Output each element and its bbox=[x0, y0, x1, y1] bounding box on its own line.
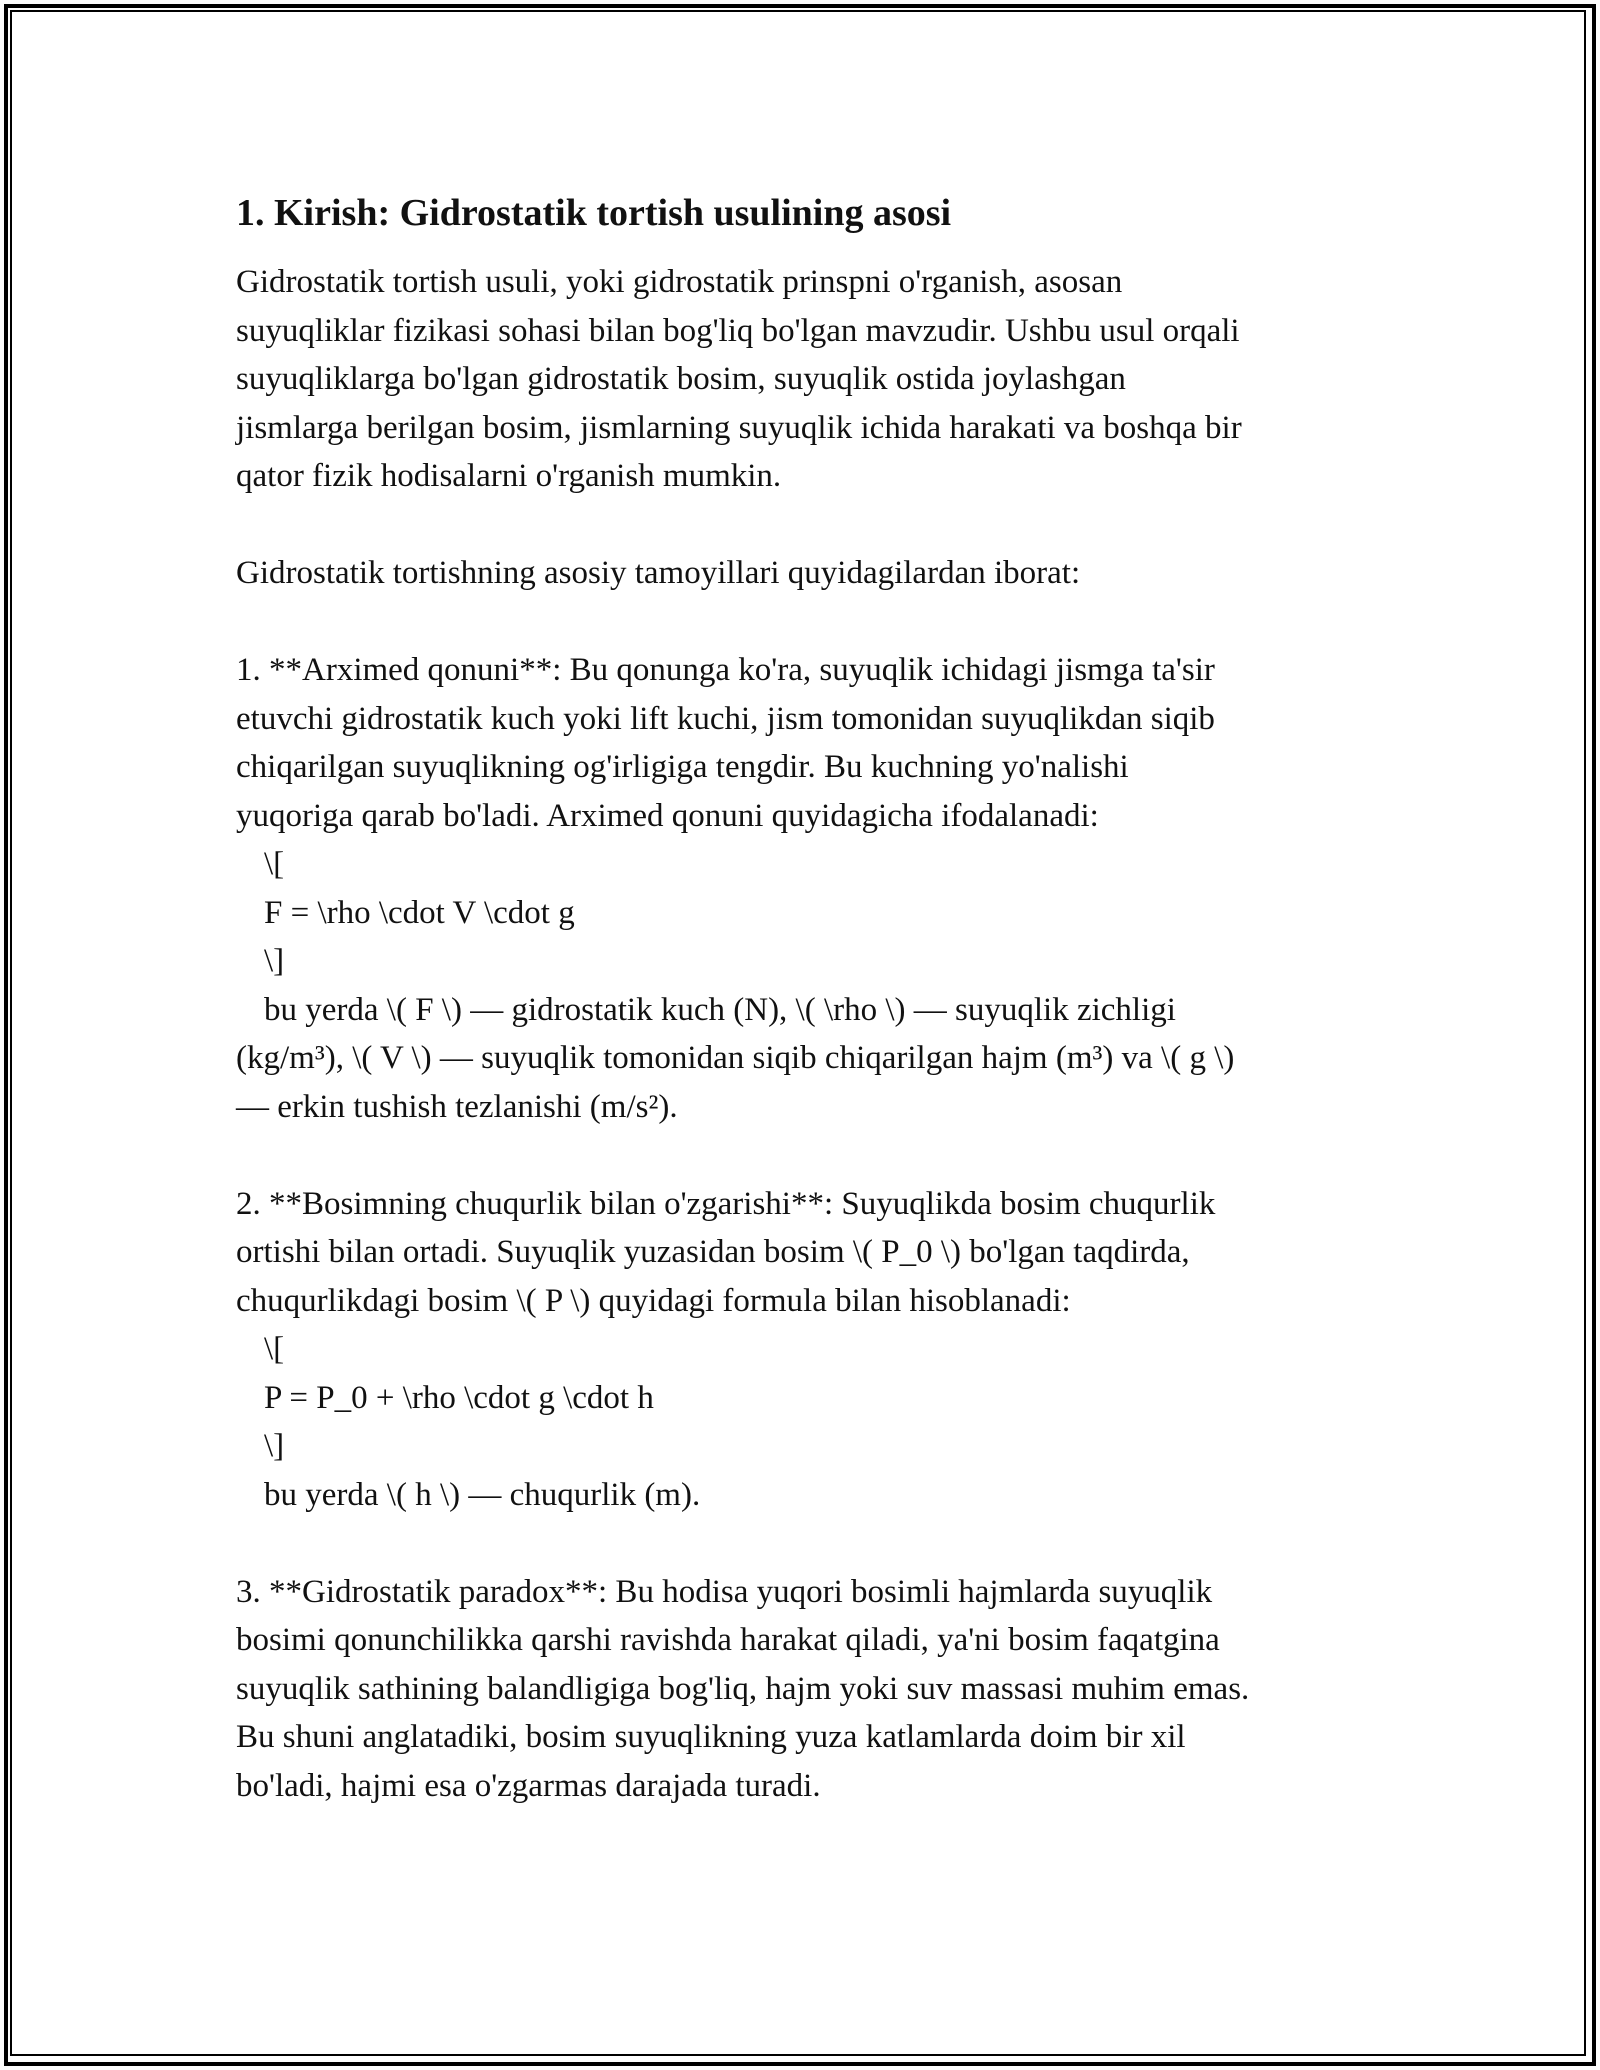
paragraph-spacer bbox=[236, 501, 1376, 550]
text-line: etuvchi gidrostatik kuch yoki lift kuchi, jism tomonidan suyuqlikdan siqib bbox=[236, 700, 1215, 737]
text-line: chiqarilgan suyuqlikning og'irligiga tengdir. Bu kuchning yo'nalishi bbox=[236, 749, 1129, 785]
text-line: qator fizik hodisalarni o'rganish mumkin. bbox=[236, 458, 782, 494]
principle-paradox bbox=[236, 1568, 1376, 1811]
formula-close: \] bbox=[264, 1428, 285, 1464]
document-body bbox=[236, 186, 1376, 1810]
text-line: suyuqliklarga bo'lgan gidrostatik bosim, suyuqlik ostida joylashgan bbox=[236, 361, 1126, 397]
formula-archimedes: F = \rho \cdot V \cdot g bbox=[264, 894, 575, 931]
paragraph-spacer bbox=[236, 598, 1376, 647]
text-line: bo'ladi, hajmi esa o'zgarmas darajada turadi. bbox=[236, 1767, 821, 1804]
text-line: suyuqliklar fizikasi sohasi bilan bog'liq bo'lgan mavzudir. Ushbu usul orqali bbox=[236, 312, 1240, 349]
formula-open: \[ bbox=[264, 846, 285, 882]
intro-paragraph bbox=[236, 258, 1376, 501]
formula-open: \[ bbox=[264, 1331, 285, 1367]
paragraph-spacer bbox=[236, 1519, 1376, 1568]
paragraph-spacer bbox=[236, 1131, 1376, 1180]
text-line: suyuqlik sathining balandligiga bog'liq, hajm yoki suv massasi muhim emas. bbox=[236, 1670, 1250, 1707]
text-line: chuqurlikdagi bosim \( P \) quyidagi formula bilan hisoblanadi: bbox=[236, 1282, 1071, 1319]
formula-pressure: P = P_0 + \rho \cdot g \cdot h bbox=[264, 1379, 654, 1416]
text-line: Gidrostatik tortish usuli, yoki gidrostatik prinspni o'rganish, asosan bbox=[236, 264, 1123, 300]
principles-intro: Gidrostatik tortishning asosiy tamoyillari quyidagilardan iborat: bbox=[236, 555, 1081, 591]
text-line: Bu shuni anglatadiki, bosim suyuqlikning yuza katlamlarda doim bir xil bbox=[236, 1719, 1186, 1755]
text-line: (kg/m³), \( V \) — suyuqlik tomonidan siqib chiqarilgan hajm (m³) va \( g \) bbox=[236, 1040, 1235, 1076]
text-line: 3. **Gidrostatik paradox**: Bu hodisa yuqori bosimli hajmlarda suyuqlik bbox=[236, 1573, 1213, 1610]
principle-pressure-depth bbox=[236, 1180, 1376, 1520]
text-line: 2. **Bosimning chuqurlik bilan o'zgarishi**: Suyuqlikda bosim chuqurlik bbox=[236, 1185, 1216, 1222]
text-line: 1. **Arximed qonuni**: Bu qonunga ko'ra, suyuqlik ichidagi jismga ta'sir bbox=[236, 652, 1215, 688]
formula-close: \] bbox=[264, 943, 285, 979]
text-line: bu yerda \( h \) — chuqurlik (m). bbox=[264, 1476, 701, 1513]
text-line: bosimi qonunchilikka qarshi ravishda harakat qiladi, ya'ni bosim faqatgina bbox=[236, 1622, 1220, 1658]
text-line: yuqoriga qarab bo'ladi. Arximed qonuni quyidagicha ifodalanadi: bbox=[236, 797, 1099, 834]
section-title: 1. Kirish: Gidrostatik tortish usulining asosi bbox=[236, 192, 952, 234]
text-line: ortishi bilan ortadi. Suyuqlik yuzasidan bosim \( P_0 \) bo'lgan taqdirda, bbox=[236, 1234, 1190, 1270]
principle-archimedes bbox=[236, 646, 1376, 1131]
text-line: bu yerda \( F \) — gidrostatik kuch (N), \( \rho \) — suyuqlik zichligi bbox=[264, 991, 1176, 1028]
text-line: — erkin tushish tezlanishi (m/s²). bbox=[236, 1088, 678, 1125]
text-line: jismlarga berilgan bosim, jismlarning suyuqlik ichida harakati va boshqa bir bbox=[236, 409, 1242, 446]
